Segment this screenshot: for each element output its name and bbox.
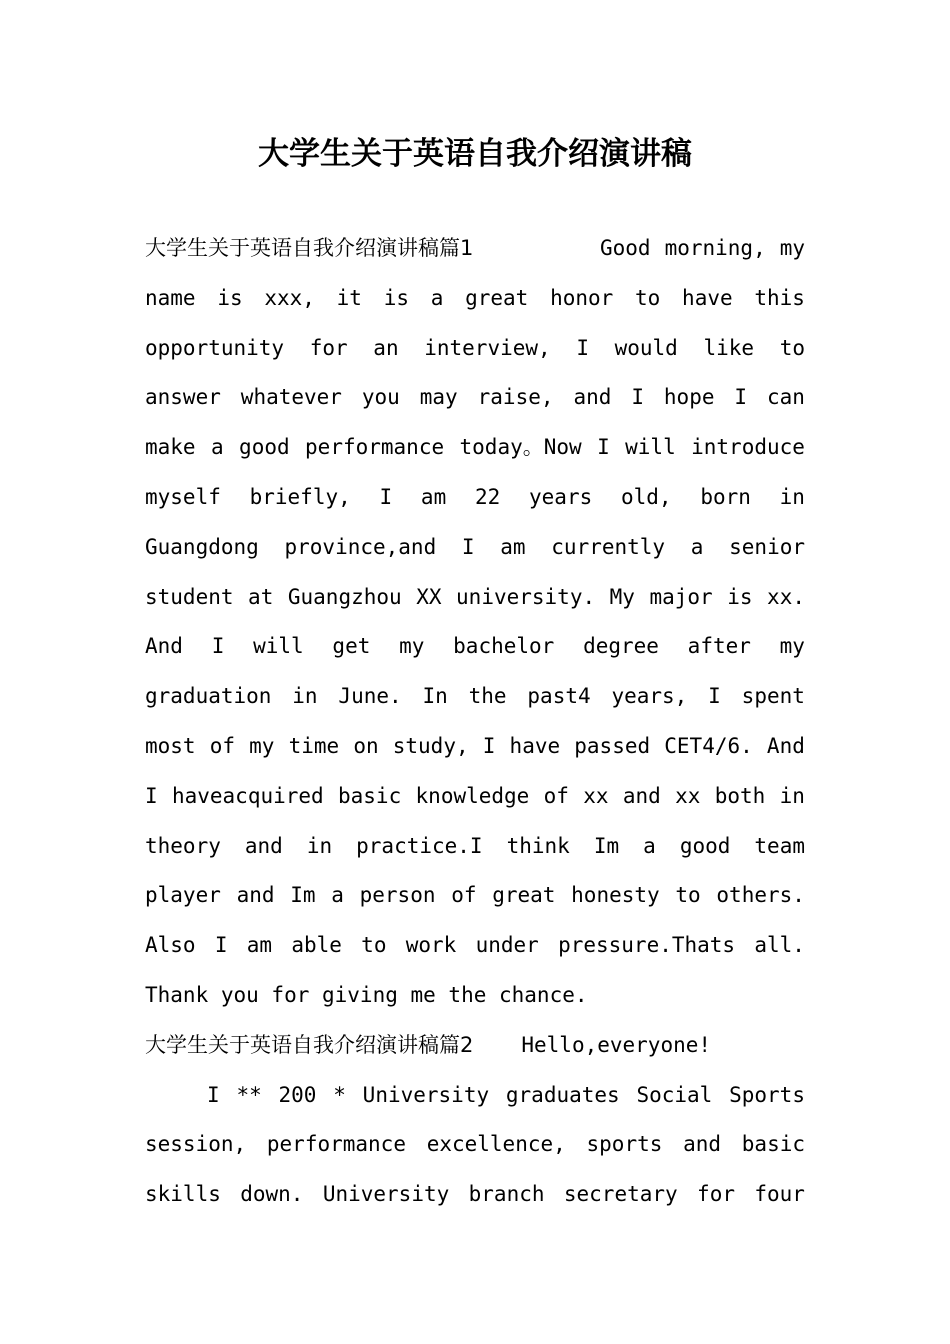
word: xx bbox=[675, 783, 701, 808]
word: My bbox=[609, 584, 635, 609]
word: in bbox=[292, 684, 318, 709]
word: basic bbox=[741, 1132, 805, 1157]
word: and bbox=[244, 833, 283, 858]
word: to bbox=[779, 335, 805, 360]
word: and bbox=[622, 783, 661, 808]
word: will bbox=[625, 435, 676, 460]
word: like bbox=[703, 335, 755, 360]
word: a bbox=[643, 833, 656, 858]
text-line bbox=[145, 573, 805, 623]
word: pressure.Thats bbox=[558, 933, 736, 958]
document-body bbox=[145, 224, 805, 1220]
text-line bbox=[145, 871, 805, 921]
word: on bbox=[353, 733, 379, 758]
section1-paragraph bbox=[145, 274, 805, 1021]
word: currently bbox=[551, 534, 666, 559]
word: theory bbox=[145, 833, 221, 858]
word: honesty bbox=[571, 883, 660, 908]
word: I bbox=[734, 385, 748, 410]
word: time bbox=[288, 733, 340, 758]
text-line bbox=[145, 822, 805, 872]
word: make bbox=[145, 435, 196, 460]
word: myself bbox=[145, 484, 221, 509]
word: University bbox=[322, 1182, 450, 1207]
word: branch bbox=[468, 1182, 545, 1207]
word: this bbox=[754, 285, 805, 310]
word: in bbox=[779, 783, 805, 808]
word: morning, bbox=[664, 236, 766, 260]
word: four bbox=[754, 1182, 805, 1207]
word: university. bbox=[456, 584, 596, 609]
word: passed bbox=[574, 733, 651, 758]
word: work bbox=[405, 933, 457, 958]
word: degree bbox=[583, 634, 659, 659]
word: performance bbox=[266, 1132, 406, 1157]
word: University bbox=[362, 1082, 490, 1107]
word: basic bbox=[338, 783, 402, 808]
word: the bbox=[468, 684, 507, 709]
word: old, bbox=[620, 484, 672, 509]
word: graduates bbox=[505, 1082, 620, 1107]
word: my bbox=[249, 733, 275, 758]
section2-first-line: Hello,everyone! bbox=[521, 1032, 712, 1057]
word: June. bbox=[338, 684, 402, 709]
word: think bbox=[506, 833, 570, 858]
word: raise, bbox=[477, 385, 554, 410]
word: student bbox=[145, 584, 234, 609]
word: born bbox=[700, 484, 751, 509]
word: my bbox=[399, 634, 425, 659]
word: of bbox=[209, 733, 236, 758]
word: of bbox=[543, 783, 569, 808]
word: major bbox=[649, 584, 713, 609]
word: is bbox=[383, 285, 409, 310]
word: knowledge bbox=[415, 783, 530, 808]
word: briefly, bbox=[249, 484, 351, 509]
word: I bbox=[576, 335, 589, 360]
word: I bbox=[631, 385, 644, 410]
word: haveacquired bbox=[171, 783, 324, 808]
word: after bbox=[687, 634, 751, 659]
word: all. bbox=[754, 933, 805, 958]
word: Social bbox=[636, 1082, 713, 1107]
word: Also bbox=[145, 933, 196, 958]
text-line bbox=[145, 722, 805, 772]
word: you bbox=[361, 385, 400, 410]
word: am bbox=[246, 933, 273, 958]
word: may bbox=[419, 385, 458, 410]
document-title: 大学生关于英语自我介绍演讲稿 bbox=[258, 136, 692, 172]
word: is bbox=[217, 285, 243, 310]
word: XX bbox=[416, 584, 442, 609]
word: I bbox=[379, 484, 393, 509]
word: I bbox=[145, 783, 158, 808]
word: name bbox=[145, 285, 196, 310]
word: years, bbox=[611, 684, 688, 709]
word: to bbox=[361, 933, 387, 958]
word: xx bbox=[583, 783, 609, 808]
section2-heading-line bbox=[145, 1021, 805, 1071]
word: down. bbox=[240, 1182, 304, 1207]
word: In bbox=[422, 684, 448, 709]
word: it bbox=[336, 285, 362, 310]
word: am bbox=[500, 534, 526, 559]
word: my bbox=[779, 236, 805, 260]
word: for bbox=[309, 335, 348, 360]
word: can bbox=[767, 385, 805, 410]
word: And bbox=[766, 733, 805, 758]
word: past4 bbox=[527, 684, 591, 709]
word: ** bbox=[236, 1082, 262, 1107]
section1-heading: 大学生关于英语自我介绍演讲稿篇1 bbox=[145, 236, 474, 260]
text-line bbox=[145, 672, 805, 722]
word: Sports bbox=[729, 1082, 805, 1107]
section1-first-line-text bbox=[600, 224, 805, 274]
word: able bbox=[291, 933, 342, 958]
word: whatever bbox=[240, 385, 342, 410]
word: CET4/6. bbox=[664, 733, 753, 758]
text-line bbox=[145, 423, 805, 473]
word: person bbox=[359, 883, 436, 908]
word: have bbox=[509, 733, 561, 758]
word: under bbox=[475, 933, 539, 958]
word: am bbox=[420, 484, 447, 509]
word: Im bbox=[290, 883, 316, 908]
word: session, bbox=[145, 1132, 247, 1157]
word: sports bbox=[586, 1132, 663, 1157]
word: have bbox=[682, 285, 733, 310]
word: a bbox=[430, 285, 444, 310]
word: 22 bbox=[474, 484, 501, 509]
word: practice.I bbox=[356, 833, 483, 858]
word: a bbox=[690, 534, 704, 559]
word: Good bbox=[600, 236, 651, 260]
word: and bbox=[573, 385, 612, 410]
word: both bbox=[714, 783, 766, 808]
word: great bbox=[492, 883, 556, 908]
word: graduation bbox=[145, 684, 272, 709]
word: team bbox=[754, 833, 805, 858]
word: Im bbox=[593, 833, 620, 858]
word: spent bbox=[741, 684, 805, 709]
word: answer bbox=[145, 385, 221, 410]
text-line-content: Thank you for giving me the chance. bbox=[145, 982, 588, 1007]
word: get bbox=[332, 634, 371, 659]
word: study, bbox=[392, 733, 469, 758]
word: good bbox=[679, 833, 731, 858]
word: player bbox=[145, 883, 221, 908]
word: a bbox=[210, 435, 224, 460]
text-line bbox=[145, 971, 805, 1021]
text-line bbox=[145, 1071, 805, 1121]
word: xx. bbox=[767, 584, 805, 609]
text-line bbox=[145, 772, 805, 822]
word: opportunity bbox=[145, 335, 285, 360]
word: I bbox=[461, 534, 475, 559]
word: will bbox=[253, 634, 304, 659]
word: I bbox=[207, 1082, 220, 1107]
text-line bbox=[145, 373, 805, 423]
word: in bbox=[306, 833, 333, 858]
word: and bbox=[236, 883, 275, 908]
section1-first-line bbox=[473, 224, 805, 274]
section2-paragraph bbox=[145, 1071, 805, 1220]
word: province,and bbox=[284, 534, 437, 559]
word: Guangdong bbox=[145, 534, 259, 559]
word: bachelor bbox=[453, 634, 555, 659]
word: in bbox=[779, 484, 805, 509]
section1-heading-line bbox=[145, 224, 805, 274]
word: my bbox=[779, 634, 805, 659]
word: I bbox=[482, 733, 496, 758]
word: I bbox=[214, 933, 228, 958]
word: senior bbox=[729, 534, 805, 559]
word: xxx, bbox=[264, 285, 315, 310]
word: great bbox=[465, 285, 529, 310]
word: And bbox=[145, 634, 183, 659]
word: for bbox=[697, 1182, 735, 1207]
word: 200 bbox=[278, 1082, 317, 1107]
word: Guangzhou bbox=[287, 584, 402, 609]
word: is bbox=[727, 584, 753, 609]
word: others. bbox=[716, 883, 805, 908]
word: skills bbox=[145, 1182, 221, 1207]
word: an bbox=[373, 335, 399, 360]
word: honor bbox=[550, 285, 614, 310]
word: secretary bbox=[563, 1182, 678, 1207]
word: years bbox=[529, 484, 593, 509]
word: of bbox=[451, 883, 477, 908]
text-line bbox=[145, 622, 805, 672]
word: I bbox=[597, 435, 610, 460]
text-line bbox=[145, 921, 805, 971]
word: good bbox=[239, 435, 290, 460]
word: would bbox=[614, 335, 678, 360]
word: to bbox=[675, 883, 701, 908]
text-line bbox=[145, 1170, 805, 1220]
word: * bbox=[333, 1082, 346, 1107]
word: at bbox=[248, 584, 274, 609]
word: most bbox=[145, 733, 196, 758]
word: I bbox=[708, 684, 721, 709]
word: a bbox=[331, 883, 344, 908]
word: to bbox=[635, 285, 661, 310]
word: and bbox=[683, 1132, 722, 1157]
word: performance bbox=[305, 435, 445, 460]
text-line bbox=[145, 324, 805, 374]
word: excellence, bbox=[426, 1132, 566, 1157]
section2-heading: 大学生关于英语自我介绍演讲稿篇2 bbox=[145, 1032, 474, 1057]
text-line bbox=[145, 473, 805, 523]
word: today。Now bbox=[459, 435, 582, 460]
text-line bbox=[145, 523, 805, 573]
word: interview, bbox=[424, 335, 551, 360]
word: introduce bbox=[691, 435, 805, 460]
word: hope bbox=[663, 385, 715, 410]
text-line bbox=[145, 274, 805, 324]
word: I bbox=[211, 634, 225, 659]
text-line bbox=[145, 1120, 805, 1170]
